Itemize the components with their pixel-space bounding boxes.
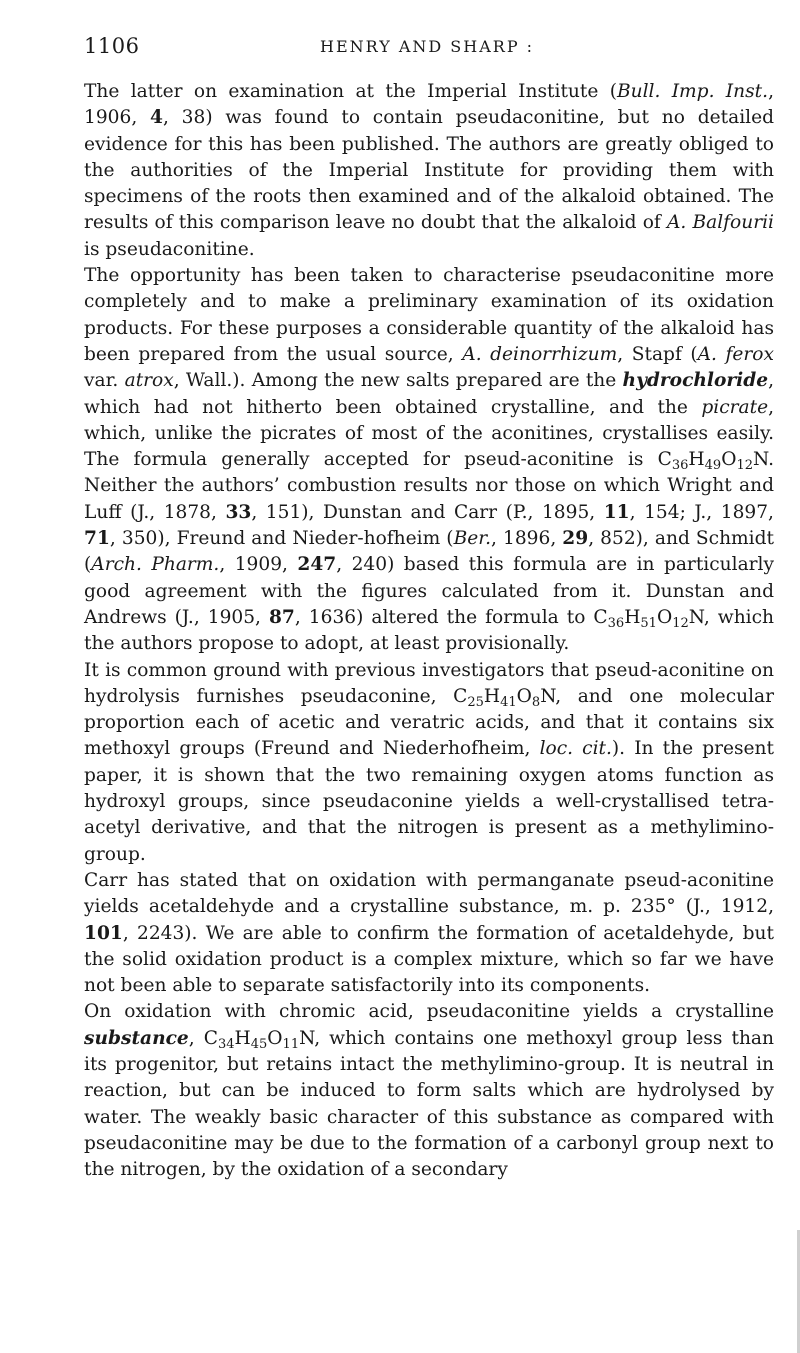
text-run: , 38) was found to contain pseudaconitine, but no detailed evidence for this has been published. The authors are greatly obliged to the authorities of the Imperial Institute for providing them with specimens of the roots then examined and of the alkaloid obtained. The results of this comparison leave no doubt that the alkaloid of	[84, 107, 774, 234]
text-run: , 350), Freund and Nieder-hofheim (	[109, 528, 454, 550]
text-run: , 852), and Schmidt (	[84, 528, 774, 576]
text-run: 33	[225, 501, 252, 523]
subscript: 45	[250, 1036, 268, 1052]
text-run: , which had not hitherto been obtained crystalline, and the	[84, 370, 774, 418]
text-run: , 2243). We are able to confirm the formation of acetaldehyde, but the solid oxidation product is a complex mixture, which so far we have not been able to separate satisfactorily into its components.	[84, 922, 774, 997]
text-run: 87	[268, 606, 295, 628]
page-number: 1106	[84, 34, 140, 58]
text-run: A. deinorrhizum	[462, 343, 618, 365]
paragraph	[84, 263, 774, 657]
subscript: 36	[671, 458, 689, 474]
text-run: , 1636) altered the formula to C	[294, 606, 608, 628]
text-run: 11	[603, 501, 630, 523]
text-run: , 1896,	[491, 528, 563, 550]
page-header	[84, 34, 774, 64]
text-run: 29	[562, 528, 589, 550]
text-run: N, which contains one methoxyl group less than its progenitor, but retains intact the methylimino-group. It is neutral in reaction, but can be induced to form salts which are hydrolysed by water. The weakly basic character of this substance as compared with pseudaconitine may be due to the formation of a carbonyl group next to the nitrogen, by the oxidation of a secondary	[84, 1027, 774, 1181]
text-run: 247	[297, 554, 337, 576]
text-run: atrox	[124, 370, 174, 392]
text-run: var.	[84, 370, 125, 392]
text-run: 71	[84, 528, 110, 550]
text-run: , 151), Dunstan and Carr (P., 1895,	[251, 501, 604, 523]
text-run: hydrochloride	[622, 370, 769, 392]
text-run: Bull. Imp. Inst.	[616, 81, 769, 102]
subscript: 49	[704, 458, 722, 474]
text-run: O	[516, 685, 532, 707]
text-run: , 1906,	[84, 81, 774, 129]
text-run: N. Neither the authors’ combustion results nor those on which Wright and Luff (J., 1878,	[84, 449, 774, 523]
text-run: , which, unlike the picrates of most of the aconitines, crystallises easily. The formula generally accepted for pseud-aconitine is C	[84, 396, 774, 471]
text-run: A. Balfourii	[666, 212, 774, 234]
text-run: O	[656, 606, 673, 628]
subscript: 12	[672, 615, 689, 631]
text-run: O	[267, 1027, 283, 1049]
text-run: O	[721, 449, 737, 471]
text-run: , C	[188, 1027, 218, 1049]
text-run: Carr has stated that on oxidation with permanganate pseud-aconitine yields acetaldehyde and a crystalline substance, m. p. 235° (J., 1912,	[84, 869, 774, 918]
subscript: 12	[736, 458, 753, 474]
subscript: 34	[217, 1036, 235, 1052]
subscript: 51	[640, 615, 657, 631]
subscript: 25	[467, 694, 484, 710]
text-run: 4	[150, 107, 163, 129]
text-run: loc. cit.	[539, 738, 612, 760]
text-run: , 154; J., 1897,	[629, 501, 774, 523]
paragraph	[84, 79, 774, 263]
text-run: , 240) based this formula are in particularly good agreement with the figures calculated from it. Dunstan and Andrews (J., 1905,	[84, 554, 774, 628]
text-run: The opportunity has been taken to characterise pseudaconitine more completely and to make a preliminary examination of its oxidation products. For these purposes a considerable quantity of the alkaloid has been prepared from the usual source,	[84, 265, 774, 365]
text-run: , Stapf (	[617, 343, 698, 365]
text-run: , Wall.). Among the new salts prepared are the	[173, 370, 623, 392]
text-run: , 1909,	[219, 554, 298, 576]
text-run: N, and one molecular proportion each of acetic and veratric acids, and that it contains six methoxyl groups (Freund and Niederhofheim,	[84, 685, 774, 760]
paragraph	[84, 999, 774, 1183]
running-head: HENRY AND SHARP :	[320, 37, 535, 56]
paragraph	[84, 658, 774, 868]
subscript: 8	[531, 694, 541, 710]
subscript: 36	[607, 615, 625, 631]
subscript: 11	[282, 1036, 300, 1052]
text-run: 101	[84, 922, 123, 944]
paragraph	[84, 868, 774, 999]
text-run: is pseudaconitine.	[84, 238, 255, 260]
text-run: ). In the present paper, it is shown that the two remaining oxygen atoms function as hydroxyl groups, since pseudaconine yields a well-crystallised tetra-acetyl derivative, and that the nitrogen is present as a methylimino-group.	[84, 738, 774, 865]
text-run: The latter on examination at the Imperial Institute (	[84, 81, 617, 102]
subscript: 41	[500, 694, 517, 710]
text-run: Ber.	[453, 528, 492, 550]
body-text	[84, 79, 774, 1183]
text-run: N, which the authors propose to adopt, at least provisionally.	[84, 606, 774, 655]
text-run: H	[234, 1027, 251, 1049]
text-run: H	[688, 449, 705, 471]
text-run: Arch. Pharm.	[91, 554, 220, 576]
text-run: H	[483, 685, 501, 707]
text-run: picrate	[701, 396, 769, 418]
text-run: H	[624, 606, 641, 628]
text-run: substance	[84, 1027, 189, 1049]
text-run: It is common ground with previous investigators that pseud-aconitine on hydrolysis furnishes pseudaconine, C	[84, 659, 774, 707]
text-run: A. ferox	[697, 343, 774, 365]
text-run: On oxidation with chromic acid, pseudaconitine yields a crystalline	[84, 1001, 774, 1023]
